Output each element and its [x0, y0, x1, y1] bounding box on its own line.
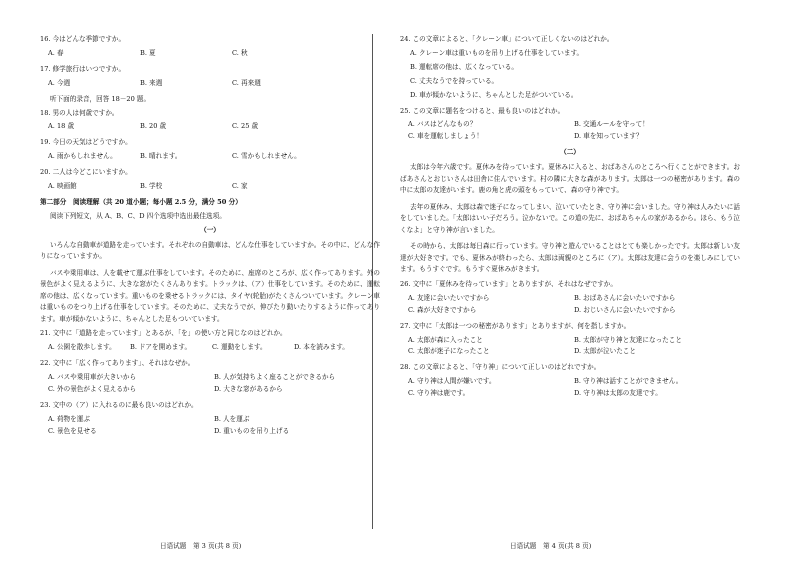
- option-b: B. 太郎が守り神と友達になったこと: [574, 335, 682, 344]
- option-a: A. 雨かもしれません。: [48, 152, 117, 161]
- option-a: A. 守り神は人間が嫌いです。: [408, 377, 496, 386]
- question-16: 16. 今はどんな季節ですか。: [40, 35, 126, 43]
- section-heading-2: （二）: [560, 148, 580, 157]
- question-25-options-row2: [408, 133, 740, 141]
- option-b: B. 夏: [140, 48, 156, 57]
- part2-title: 第二部分 阅读理解（共 20 道小题；每小题 2.5 分，满分 50 分）: [40, 197, 242, 206]
- question-28-options-row1: [408, 378, 740, 386]
- option-c: C. 外の景色がよく見えるから: [48, 385, 137, 394]
- option-b: B. 人が気持ちよく座ることができるから: [214, 373, 336, 382]
- question-22-options-row2: [48, 386, 380, 394]
- question-23-options-row2: [48, 428, 380, 436]
- option-a: A. 映画館: [48, 182, 77, 191]
- option-b: B. 人を運ぶ: [214, 414, 250, 423]
- right-page-column: [400, 36, 740, 406]
- option-a: A. 公園を散歩します。: [48, 343, 116, 352]
- option-c: C. 丈夫なうでを持っている。: [410, 76, 499, 85]
- question-22-options-row1: [48, 374, 380, 382]
- question-16-options: [48, 50, 380, 58]
- question-17: 17. 修学旅行はいつですか。: [40, 64, 126, 73]
- option-b: B. おばあさんに会いたいですから: [574, 293, 676, 302]
- option-c: C. 雪かもしれません。: [232, 152, 301, 161]
- passage-paragraph-2: 去年の夏休み、太郎は森で迷子になってしまい、泣いていたとき、守り神に会いました。守り神は人みたいに話をしていました。「太郎はいい子だろう。泣かないで。この道の先に、おばあちゃんの家があるから。ほら、もう泣くなよ」と守り神が言いました。: [400, 202, 740, 234]
- option-d: D. 重いものを吊り上げる: [214, 426, 290, 435]
- option-a: A. 春: [48, 48, 64, 57]
- question-27-options-row1: [408, 337, 740, 345]
- option-d: D. 太郎が泣いたこと: [574, 347, 636, 356]
- option-b: B. 交通ルールを守って！: [574, 120, 649, 129]
- option-c: C. 太郎が迷子になったこと: [408, 347, 490, 356]
- question-19: 19. 今日の天気はどうですか。: [40, 138, 132, 147]
- option-d: D. 守り神は太郎の友達です。: [574, 389, 662, 398]
- option-b: B. 晴れます。: [140, 152, 182, 161]
- question-26: 26. 文中に「夏休みを待っています」とありますが、それはなぜですか。: [400, 279, 617, 288]
- question-23: 23. 文中の（ア）に入れるのに最も良いのはどれか。: [40, 400, 198, 409]
- option-a: A. 今週: [48, 78, 71, 87]
- question-26-options-row2: [408, 307, 740, 315]
- question-21: 21. 文中に「道路を走っています」とあるが、「を」の使い方と同じなのはどれか。: [40, 329, 287, 338]
- passage-paragraph-1: 太郎は今年六歳です。夏休みを待っています。夏休みに入ると、おばあさんのところへ行くことができます。おばあさんとおじいさんは田舎に住んでいます。村の隣に大きな森があります。太郎は一つの秘密があります。森の中に太郎の友達がいます。鹿の角と虎の頭をもっていて、森の守り神です。: [400, 163, 740, 195]
- option-b: B. ドアを開めます。: [130, 343, 192, 352]
- part2-instruction: 阅读下列短文，从 A、B、C、D 四个选项中选出最佳选项。: [50, 211, 226, 220]
- option-a: A. 友達に会いたいですから: [408, 293, 490, 302]
- option-b: B. 20 歳: [140, 122, 167, 131]
- option-d: D. 車が傾かないように、ちゃんとした足がついている。: [410, 90, 578, 99]
- option-c: C. 家: [232, 182, 248, 191]
- question-27: 27. 文中に「太郎は一つの秘密があります」とありますが、何を指しますか。: [400, 321, 631, 330]
- option-c: C. 再来週: [232, 78, 261, 87]
- option-d: D. 車を知っています？: [574, 132, 643, 141]
- page-footer-right: 日语试题 第 4 页(共 8 页): [510, 542, 592, 550]
- option-b: B. 守り神は話すことができません。: [574, 377, 683, 386]
- question-21-options: [48, 344, 380, 352]
- question-20: 20. 二人は今どこにいますか。: [40, 168, 132, 177]
- option-b: B. 運転席の他は、広くなっている。: [410, 62, 518, 71]
- question-28: 28. この文章によると、「守り神」について正しいのはどれですか。: [400, 363, 601, 372]
- option-d: D. 大きな窓があるから: [214, 385, 283, 394]
- question-18-options: [48, 123, 380, 131]
- question-19-options: [48, 153, 380, 161]
- question-25: 25. この文章に題名をつけると、最も良いのはどれか。: [400, 106, 565, 115]
- question-26-options-row1: [408, 295, 740, 303]
- page-footer-left: 日语试题 第 3 页(共 8 页): [160, 542, 242, 550]
- question-27-options-row2: [408, 348, 740, 356]
- passage-paragraph-1: いろんな自動車が道路を走っています。それぞれの自動車は、どんな仕事をしていますか。その中に、どんな作りになっていますか。: [40, 240, 380, 261]
- left-page-column: [40, 36, 380, 444]
- question-17-options: [48, 80, 380, 88]
- option-d: D. 本を読みます。: [294, 343, 349, 352]
- option-b: B. 学校: [140, 182, 163, 191]
- option-a: A. クレーン車は重いものを吊り上げる仕事をしています。: [410, 48, 584, 57]
- option-c: C. 25 歳: [232, 122, 259, 131]
- option-c: C. 守り神は鹿です。: [408, 389, 470, 398]
- option-c: C. 景色を見せる: [48, 426, 97, 435]
- option-a: A. バスはどんなもの？: [408, 120, 477, 129]
- option-a: A. バスや乗用車が大きいから: [48, 373, 137, 382]
- question-24: 24. この文章によると、「クレーン車」について正しくないのはどれか。: [400, 35, 614, 43]
- passage-paragraph-3: その時から、太郎は毎日森に行っています。守り神と遊んでいることはとても楽しかったです。太郎は新しい友達が大好きです。でも、夏休みが終わったら、太郎は両親のところに（ア）。太郎は友達に会うのを楽しみにしています。もうすぐです。もうすぐ夏休みがきます。: [400, 242, 740, 274]
- option-b: B. 来週: [140, 78, 163, 87]
- option-a: A. 18 歳: [48, 122, 75, 131]
- question-20-options: [48, 183, 380, 191]
- section-heading-1: （一）: [200, 225, 220, 234]
- option-c: C. 森が大好きですから: [408, 305, 477, 314]
- question-25-options-row1: [408, 121, 740, 129]
- passage-paragraph-2: バスや乗用車は、人を載せて運ぶ仕事をしています。そのために、座席のところが、広く作ってあります。外の景色がよく見えるように、大きな窓がたくさんあります。トラックは、（ア）仕事をしています。そのために、運転席の他は、広くなっています。重いものを乗せるトラックには、タイヤ(轮胎)がたくさんついています。クレーン車は重いものをつり上げる仕事をしています。そのために、丈夫なうでが、伸びたり動いたりするように作ってあります。車が傾かないように、ちゃんとした足もついています。: [40, 268, 380, 323]
- option-c: C. 車を運転しましょう！: [408, 132, 483, 141]
- option-c: C. 運動をします。: [212, 343, 267, 352]
- listening-note: 听下面的录音，回答 18－20 题。: [50, 94, 151, 103]
- option-c: C. 秋: [232, 48, 248, 57]
- option-a: A. 荷物を運ぶ: [48, 414, 90, 423]
- question-22: 22. 文中に「広く作ってあります」、それはなぜか。: [40, 359, 195, 368]
- question-23-options-row1: [48, 416, 380, 424]
- question-28-options-row2: [408, 390, 740, 398]
- option-d: D. おじいさんに会いたいですから: [574, 305, 676, 314]
- option-a: A. 太郎が森に入ったこと: [408, 335, 483, 344]
- question-18: 18. 男の人は何歳ですか。: [40, 108, 119, 117]
